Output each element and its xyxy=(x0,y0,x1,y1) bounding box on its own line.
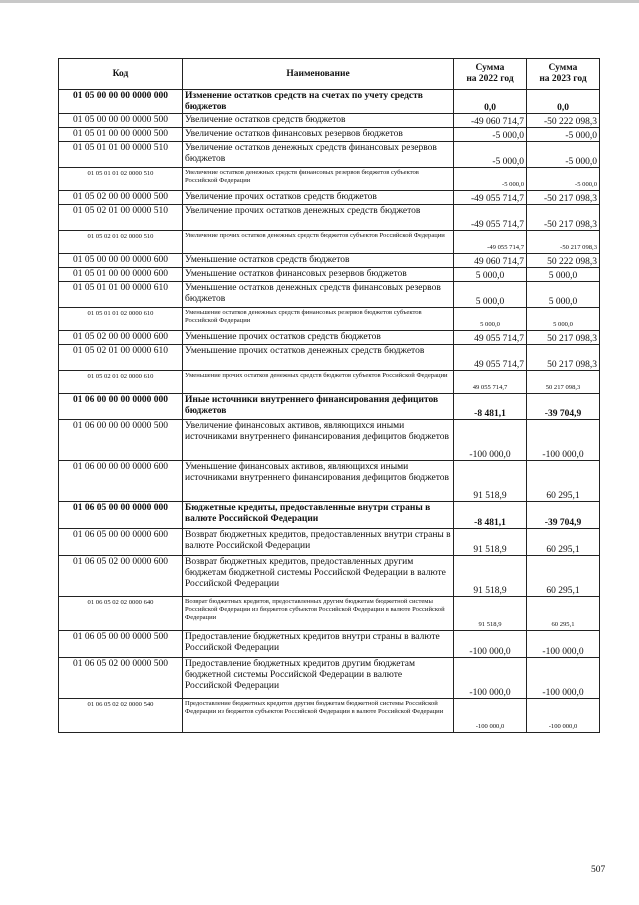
row-code: 01 05 01 00 00 0000 500 xyxy=(59,128,183,142)
row-value-2023: 60 295,1 xyxy=(527,461,600,502)
row-value-2022: -100 000,0 xyxy=(454,631,527,658)
row-code: 01 05 01 01 02 0000 510 xyxy=(59,168,183,191)
row-value-2022: -8 481,1 xyxy=(454,502,527,529)
row-value-2023: -39 704,9 xyxy=(527,394,600,420)
row-code: 01 06 00 00 00 0000 600 xyxy=(59,461,183,502)
row-value-2023: -50 222 098,3 xyxy=(527,114,600,128)
row-value-2023: -100 000,0 xyxy=(527,420,600,461)
row-code: 01 05 01 00 00 0000 600 xyxy=(59,268,183,282)
row-code: 01 05 02 00 00 0000 500 xyxy=(59,191,183,205)
row-value-2022: 49 055 714,7 xyxy=(454,371,527,394)
row-code: 01 06 00 00 00 0000 000 xyxy=(59,394,183,420)
row-value-2023: -100 000,0 xyxy=(527,631,600,658)
budget-sources-table xyxy=(58,58,600,733)
table-row xyxy=(59,631,600,658)
table-row xyxy=(59,331,600,345)
table-row xyxy=(59,502,600,529)
row-value-2022: 49 055 714,7 xyxy=(454,331,527,345)
row-name: Предоставление бюджетных кредитов внутри страны в валюте Российской Федерации xyxy=(183,631,454,658)
row-value-2022: -5 000,0 xyxy=(454,142,527,168)
row-value-2023: 50 217 098,3 xyxy=(527,331,600,345)
table-row xyxy=(59,556,600,597)
table-row xyxy=(59,191,600,205)
row-value-2023: -39 704,9 xyxy=(527,502,600,529)
table-row xyxy=(59,461,600,502)
row-value-2022: -49 055 714,7 xyxy=(454,231,527,254)
row-name: Уменьшение финансовых активов, являющихся иными источниками внутреннего финансирования дефицитов бюджетов xyxy=(183,461,454,502)
row-value-2022: -5 000,0 xyxy=(454,128,527,142)
row-name: Предоставление бюджетных кредитов другим бюджетам бюджетной системы Российской Федерации в валюте Российской Федерации xyxy=(183,658,454,699)
table-row xyxy=(59,90,600,114)
row-code: 01 06 05 02 02 0000 640 xyxy=(59,597,183,631)
row-value-2023: -50 217 098,3 xyxy=(527,205,600,231)
row-value-2023: 50 217 098,3 xyxy=(527,371,600,394)
row-value-2023: 5 000,0 xyxy=(527,308,600,331)
row-value-2022: -100 000,0 xyxy=(454,420,527,461)
table-row xyxy=(59,231,600,254)
row-value-2022: 49 055 714,7 xyxy=(454,345,527,371)
row-name: Увеличение остатков средств бюджетов xyxy=(183,114,454,128)
row-value-2022: -100 000,0 xyxy=(454,658,527,699)
row-value-2023: 5 000,0 xyxy=(527,282,600,308)
row-name: Уменьшение прочих остатков денежных средств бюджетов xyxy=(183,345,454,371)
row-value-2022: -49 055 714,7 xyxy=(454,205,527,231)
table-row xyxy=(59,282,600,308)
table-row xyxy=(59,658,600,699)
row-code: 01 05 01 01 00 0000 610 xyxy=(59,282,183,308)
row-value-2022: 91 518,9 xyxy=(454,529,527,556)
row-name: Бюджетные кредиты, предоставленные внутри страны в валюте Российской Федерации xyxy=(183,502,454,529)
row-name: Увеличение остатков денежных средств финансовых резервов бюджетов субъектов Российской Федерации xyxy=(183,168,454,191)
row-code: 01 05 00 00 00 0000 500 xyxy=(59,114,183,128)
row-code: 01 05 01 01 02 0000 610 xyxy=(59,308,183,331)
row-value-2022: -8 481,1 xyxy=(454,394,527,420)
row-name: Уменьшение остатков денежных средств финансовых резервов бюджетов xyxy=(183,282,454,308)
row-value-2022: 5 000,0 xyxy=(454,308,527,331)
row-name: Уменьшение остатков финансовых резервов бюджетов xyxy=(183,268,454,282)
row-value-2023: -50 217 098,3 xyxy=(527,191,600,205)
page-number: 507 xyxy=(591,865,606,875)
row-name: Предоставление бюджетных кредитов другим бюджетам бюджетной системы Российской Федерации из бюджетов субъектов Российской Федерации в валюте Российской Федерации xyxy=(183,699,454,733)
row-code: 01 05 02 01 00 0000 610 xyxy=(59,345,183,371)
row-code: 01 06 05 00 00 0000 000 xyxy=(59,502,183,529)
row-value-2022: -49 060 714,7 xyxy=(454,114,527,128)
row-name: Возврат бюджетных кредитов, предоставленных другим бюджетам бюджетной системы Российской Федерации в валюте Российской Федерации xyxy=(183,556,454,597)
row-name: Увеличение остатков денежных средств финансовых резервов бюджетов xyxy=(183,142,454,168)
row-value-2023: 60 295,1 xyxy=(527,529,600,556)
row-name: Уменьшение прочих остатков средств бюджетов xyxy=(183,331,454,345)
table-row xyxy=(59,268,600,282)
header-sum-2023: Сумма на 2023 год xyxy=(527,59,600,90)
table-row xyxy=(59,168,600,191)
table-row xyxy=(59,114,600,128)
row-value-2023: 5 000,0 xyxy=(527,268,600,282)
row-name: Увеличение прочих остатков денежных средств бюджетов xyxy=(183,205,454,231)
row-value-2022: 5 000,0 xyxy=(454,268,527,282)
row-value-2023: 60 295,1 xyxy=(527,597,600,631)
table-row xyxy=(59,254,600,268)
row-name: Увеличение финансовых активов, являющихся иными источниками внутреннего финансирования дефицитов бюджетов xyxy=(183,420,454,461)
row-value-2022: -100 000,0 xyxy=(454,699,527,733)
row-value-2023: 60 295,1 xyxy=(527,556,600,597)
table-row xyxy=(59,597,600,631)
row-value-2022: 91 518,9 xyxy=(454,556,527,597)
scan-edge-line xyxy=(0,0,639,3)
row-value-2022: 5 000,0 xyxy=(454,282,527,308)
row-value-2022: -49 055 714,7 xyxy=(454,191,527,205)
table-row xyxy=(59,205,600,231)
row-code: 01 05 01 01 00 0000 510 xyxy=(59,142,183,168)
table-row xyxy=(59,420,600,461)
row-code: 01 06 05 02 02 0000 540 xyxy=(59,699,183,733)
table-row xyxy=(59,308,600,331)
row-value-2022: 49 060 714,7 xyxy=(454,254,527,268)
row-name: Уменьшение остатков средств бюджетов xyxy=(183,254,454,268)
row-value-2023: -5 000,0 xyxy=(527,128,600,142)
row-value-2023: -5 000,0 xyxy=(527,168,600,191)
row-value-2023: 50 222 098,3 xyxy=(527,254,600,268)
row-code: 01 06 05 02 00 0000 500 xyxy=(59,658,183,699)
row-code: 01 05 02 01 02 0000 610 xyxy=(59,371,183,394)
header-name: Наименование xyxy=(183,59,454,90)
row-name: Уменьшение прочих остатков денежных средств бюджетов субъектов Российской Федерации xyxy=(183,371,454,394)
row-name: Возврат бюджетных кредитов, предоставленных внутри страны в валюте Российской Федерации xyxy=(183,529,454,556)
row-code: 01 05 02 00 00 0000 600 xyxy=(59,331,183,345)
row-value-2023: -5 000,0 xyxy=(527,142,600,168)
table-row xyxy=(59,142,600,168)
table-row xyxy=(59,371,600,394)
row-value-2022: 91 518,9 xyxy=(454,597,527,631)
row-value-2022: 91 518,9 xyxy=(454,461,527,502)
row-code: 01 06 05 00 00 0000 600 xyxy=(59,529,183,556)
table-header-row xyxy=(59,59,600,90)
table-row xyxy=(59,394,600,420)
row-code: 01 05 00 00 00 0000 600 xyxy=(59,254,183,268)
row-code: 01 06 05 02 00 0000 600 xyxy=(59,556,183,597)
row-name: Увеличение прочих остатков денежных средств бюджетов субъектов Российской Федерации xyxy=(183,231,454,254)
row-name: Уменьшение остатков денежных средств финансовых резервов бюджетов субъектов Российской Федерации xyxy=(183,308,454,331)
row-value-2023: -50 217 098,3 xyxy=(527,231,600,254)
row-value-2022: -5 000,0 xyxy=(454,168,527,191)
row-name: Иные источники внутреннего финансирования дефицитов бюджетов xyxy=(183,394,454,420)
table-row xyxy=(59,345,600,371)
row-name: Увеличение прочих остатков средств бюджетов xyxy=(183,191,454,205)
row-code: 01 05 00 00 00 0000 000 xyxy=(59,90,183,114)
row-name: Увеличение остатков финансовых резервов бюджетов xyxy=(183,128,454,142)
row-code: 01 05 02 01 00 0000 510 xyxy=(59,205,183,231)
row-code: 01 06 00 00 00 0000 500 xyxy=(59,420,183,461)
header-sum-2022: Сумма на 2022 год xyxy=(454,59,527,90)
row-value-2023: -100 000,0 xyxy=(527,699,600,733)
row-value-2022: 0,0 xyxy=(454,90,527,114)
row-name: Возврат бюджетных кредитов, предоставленных другим бюджетам бюджетной системы Российской Федерации из бюджетов субъектов Российской Федерации в валюте Российской Федерации xyxy=(183,597,454,631)
row-value-2023: 50 217 098,3 xyxy=(527,345,600,371)
row-value-2023: 0,0 xyxy=(527,90,600,114)
header-code: Код xyxy=(59,59,183,90)
table-row xyxy=(59,529,600,556)
row-code: 01 06 05 00 00 0000 500 xyxy=(59,631,183,658)
row-value-2023: -100 000,0 xyxy=(527,658,600,699)
row-name: Изменение остатков средств на счетах по учету средств бюджетов xyxy=(183,90,454,114)
table-row xyxy=(59,699,600,733)
row-code: 01 05 02 01 02 0000 510 xyxy=(59,231,183,254)
table-row xyxy=(59,128,600,142)
